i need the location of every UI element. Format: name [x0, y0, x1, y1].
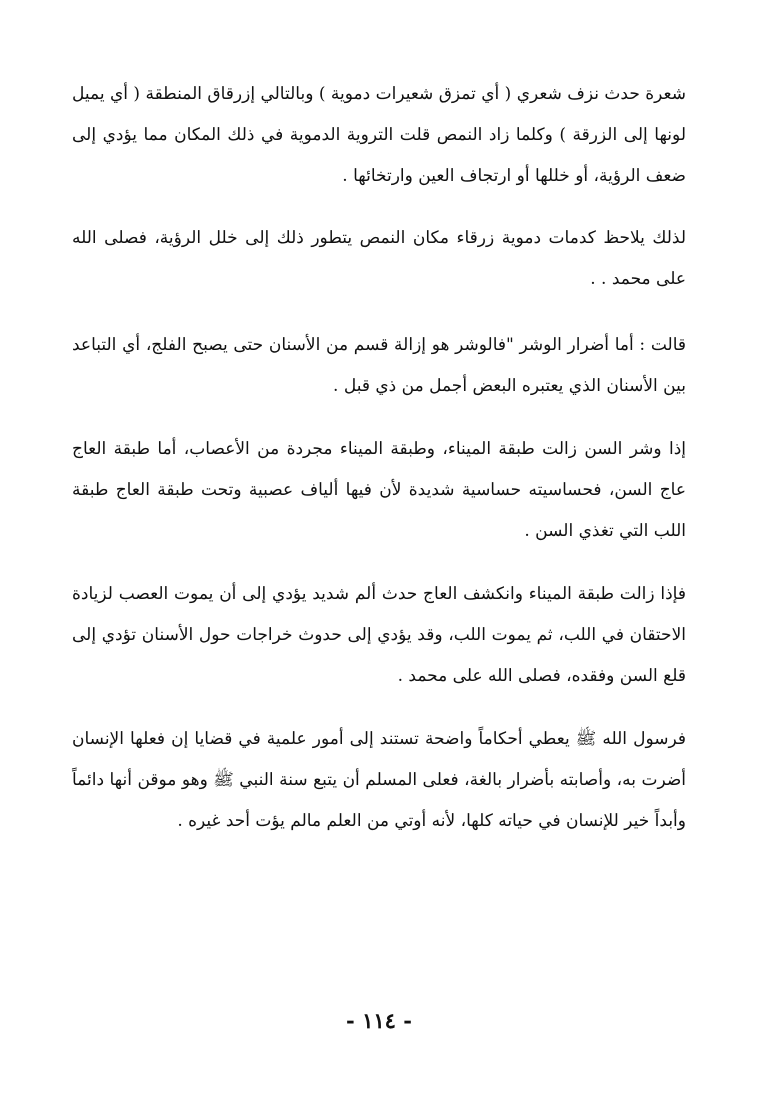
- page-number: - ١١٤ -: [346, 1008, 412, 1033]
- paragraph-3: قالت : أما أضرار الوشر "فالوشر هو إزالة قسم من الأسنان حتى يصبح الفلج، أي التباعد بين الأسنان الذي يعتبره البعض أجمل من ذي قبل .: [72, 335, 686, 396]
- paragraph-6: فرسول الله ﷺ يعطي أحكاماً واضحة تستند إلى أمور علمية في قضايا إن فعلها الإنسان أضرت به، وأصابته بأضرار بالغة، فعلى المسلم أن يتبع سنة النبي ﷺ وهو موقن أنها دائماً وأبداً خير للإنسان في حياته كلها، لأنه أوتي من العلم مالم يؤت أحد غيره .: [72, 729, 686, 831]
- paragraph-4: إذا وشر السن زالت طبقة الميناء، وطبقة الميناء مجردة من الأعصاب، أما طبقة العاج عاج السن، فحساسيته حساسية شديدة لأن فيها ألياف عصبية وتحت طبقة العاج طبقة اللب التي تغذي السن .: [72, 439, 686, 541]
- paragraph-1: شعرة حدث نزف شعري ( أي تمزق شعيرات دموية ) وبالتالي إزرقاق المنطقة ( أي يميل لونها إلى الزرقة ) وكلما زاد النمص قلت التروية الدموية في ذلك المكان مما يؤدي إلى ضعف الرؤية، أو خللها أو ارتجاف العين وارتخائها .: [72, 84, 686, 186]
- paragraph-5: فإذا زالت طبقة الميناء وانكشف العاج حدث ألم شديد يؤدي إلى أن يموت العصب لزيادة الاحتقان في اللب، ثم يموت اللب، وقد يؤدي إلى حدوث خراجات حول الأسنان تؤدي إلى قلع السن وفقده، فصلى الله على محمد .: [72, 584, 686, 686]
- page-body: [72, 74, 686, 864]
- paragraph-2: لذلك يلاحظ كدمات دموية زرقاء مكان النمص يتطور ذلك إلى خلل الرؤية، فصلى الله على محمد . .: [72, 228, 686, 289]
